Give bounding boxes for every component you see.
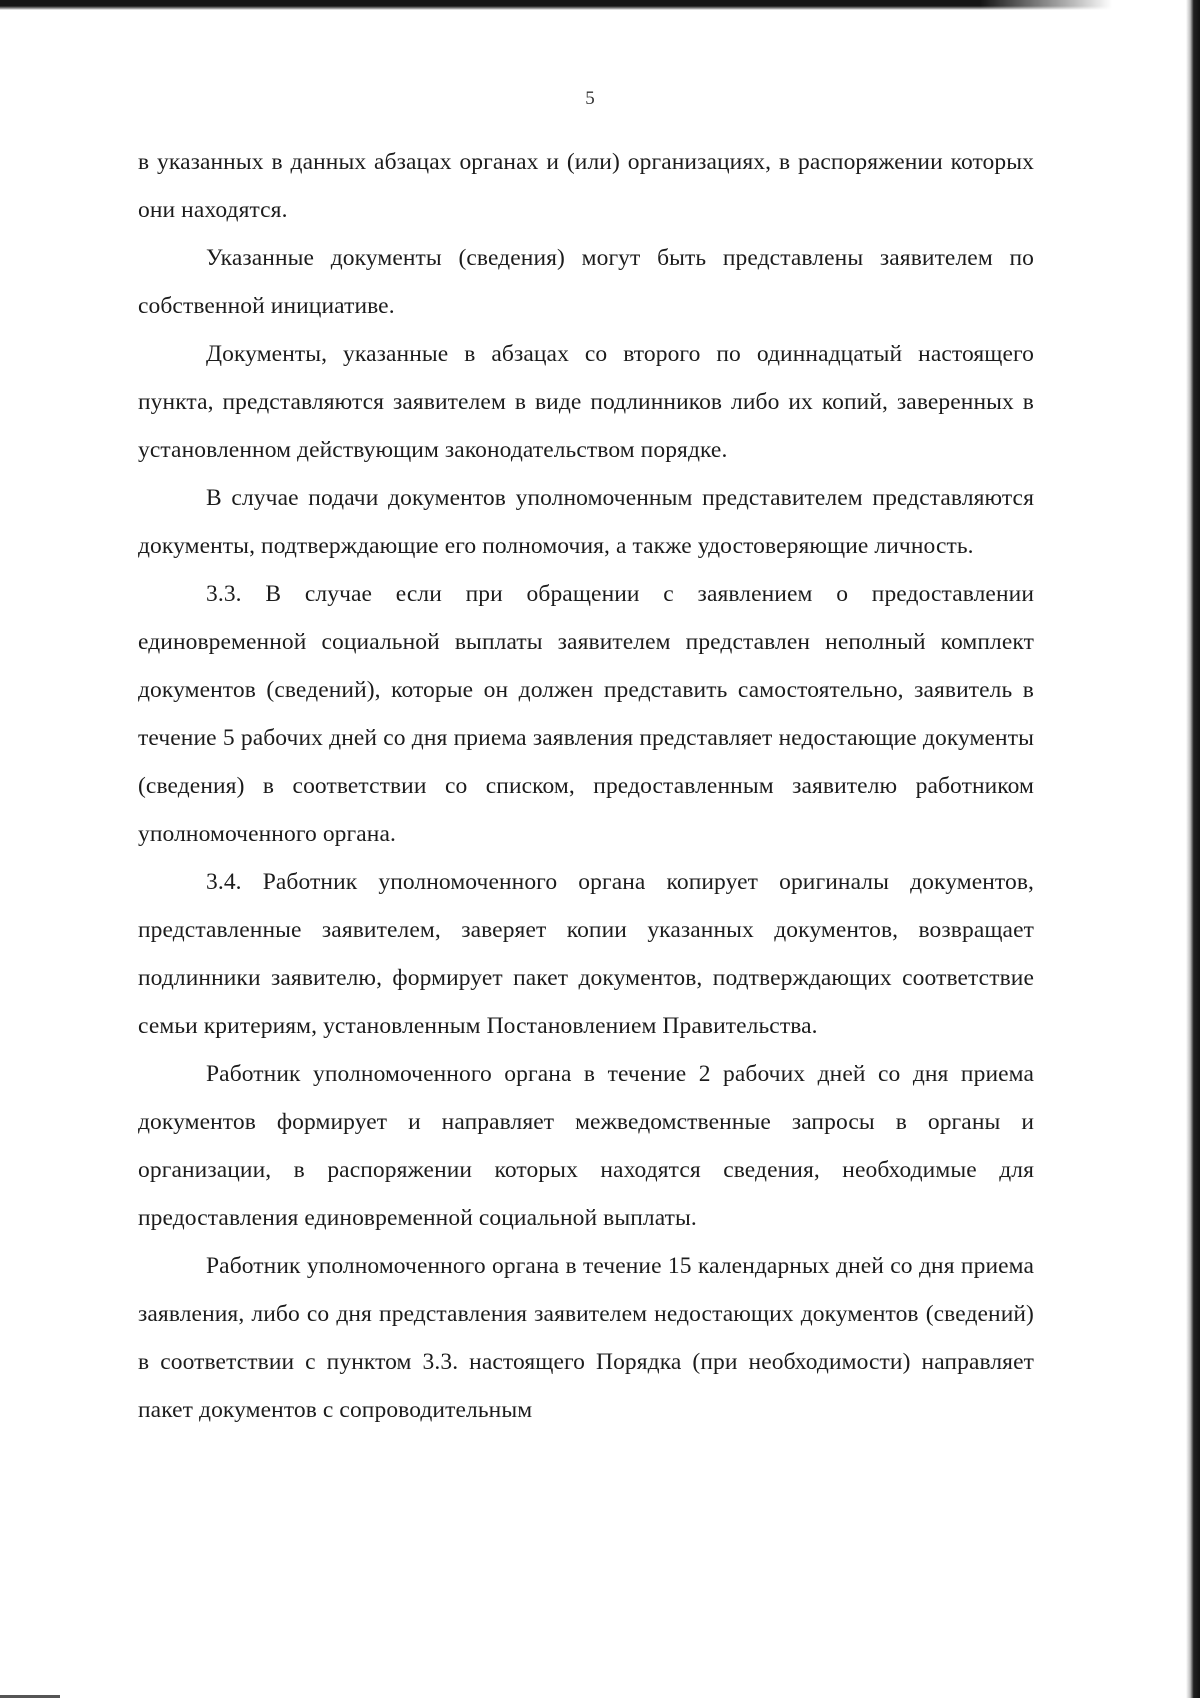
paragraph-interagency-requests: Работник уполномоченного органа в течение 2 рабочих дней со дня приема документов формирует и направляет межведомственные запросы в органы и организации, в распоряжении которых находятся сведения, необходимые для предоставления единовременной социальной выплаты.	[138, 1061, 1034, 1231]
page-number: 5	[585, 88, 595, 109]
paragraph-continuation: в указанных в данных абзацах органах и (или) организациях, в распоряжении которых они находятся.	[138, 149, 1034, 223]
paragraph-clause-3-3: 3.3. В случае если при обращении с заявлением о предоставлении единовременной социальной выплаты заявителем представлен неполный комплект документов (сведений), которые он должен представить самостоятельно, заявитель в течение 5 рабочих дней со дня приема заявления представляет недостающие документы (сведения) в соответствии со списком, предоставленным заявителю работником уполномоченного органа.	[138, 581, 1034, 847]
scan-edge-top-fade	[980, 0, 1200, 18]
paragraph-clause-3-4: 3.4. Работник уполномоченного органа копирует оригиналы документов, представленные заявителем, заверяет копии указанных документов, возвращает подлинники заявителю, формирует пакет документов, подтверждающих соответствие семьи критериям, установленным Постановлением Правительства.	[138, 869, 1034, 1039]
paragraph-document-originals: Документы, указанные в абзацах со второго по одиннадцатый настоящего пункта, представляются заявителем в виде подлинников либо их копий, заверенных в установленном действующим законодательством порядке.	[138, 341, 1034, 463]
document-body	[138, 138, 1034, 1434]
paragraph-optional-documents: Указанные документы (сведения) могут быть представлены заявителем по собственной инициативе.	[138, 245, 1034, 319]
scan-edge-right	[1186, 0, 1200, 1698]
paragraph-package-submission: Работник уполномоченного органа в течение 15 календарных дней со дня приема заявления, либо со дня представления заявителем недостающих документов (сведений) в соответствии с пунктом 3.3. настоящего Порядка (при необходимости) направляет пакет документов с сопроводительным	[138, 1253, 1034, 1423]
paragraph-representative: В случае подачи документов уполномоченным представителем представляются документы, подтверждающие его полномочия, а также удостоверяющие личность.	[138, 485, 1034, 559]
